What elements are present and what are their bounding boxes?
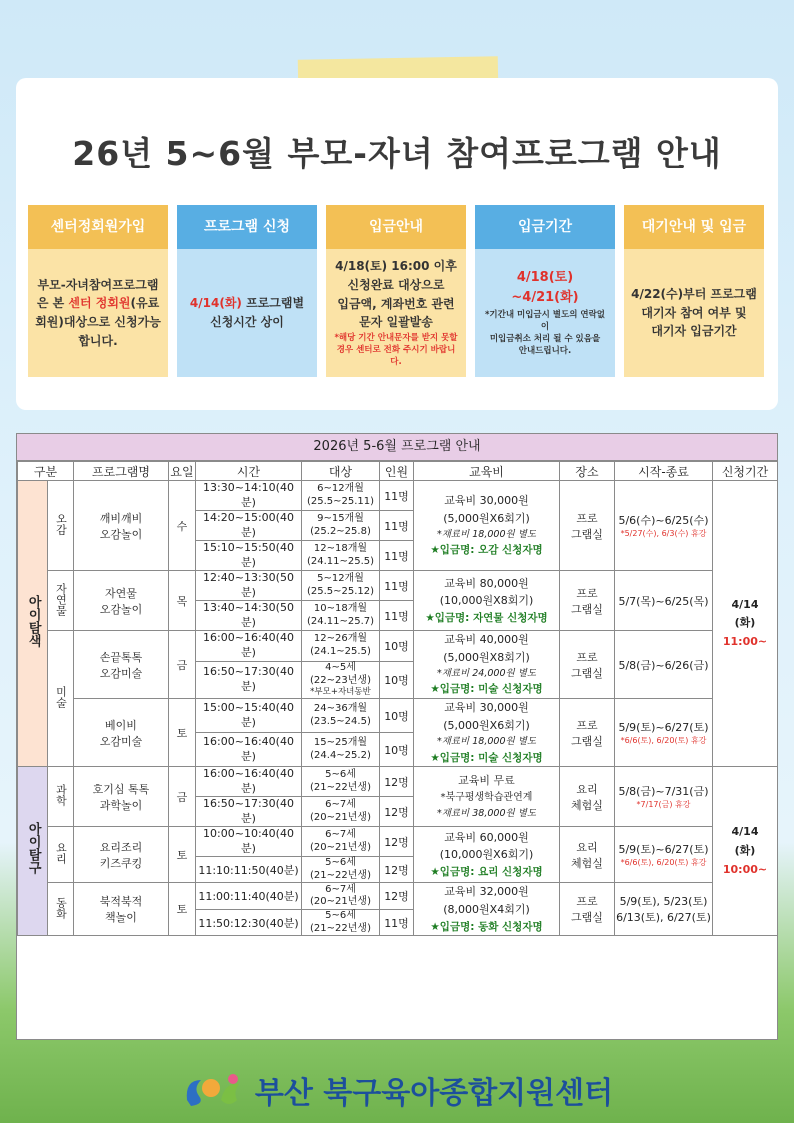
category-cell: 아이탐구 xyxy=(18,767,48,936)
step-body: 부모-자녀참여프로그램 은 본 센터 정회원(유료 회원)대상으로 신청가능 합니다. xyxy=(28,249,168,377)
table-row: 아이탐구 과학 호기심 톡톡 과학놀이 금 16:00~16:40(40분) 5~6세 (21~22년생) 12명 교육비 무료 *북구평생학습관연계 *재료비 38,000원 별도 요리 체험실 5/8(금)~7/31(금) *7/17(금) 휴강 4/14 (화) 10:00~ xyxy=(18,767,778,797)
table-row: 14:20~15:00(40분) 9~15개월 (25.2~25.8) 11명 xyxy=(18,511,778,541)
step-payment-period xyxy=(475,205,615,377)
table-row: 11:50:12:30(40분) 5~6세 (21~22년생) 11명 xyxy=(18,909,778,936)
step-waitlist xyxy=(624,205,764,377)
table-row: 11:10:11:50(40분) 5~6세 (21~22년생) 12명 xyxy=(18,857,778,883)
step-payment-info xyxy=(326,205,466,377)
table-header-row: 구분 프로그램명 요일 시간 대상 인원 교육비 장소 시작-종료 신청기간 xyxy=(18,462,778,481)
step-header: 프로그램 신청 xyxy=(177,205,317,249)
center-name: 부산 북구육아종합지원센터 xyxy=(254,1076,614,1111)
table-row: 미술 손끝톡톡 오감미술 금 16:00~16:40(40분) 12~26개월 (24.1~25.5) 10명 교육비 40,000원 (5,000원X8회기) *재료비 24,000원 별도 ★입금명: 미술 신청자명 프로 그램실 5/8(금)~6/26(금) xyxy=(18,631,778,662)
table-row: 자연물 자연물 오감놀이 목 12:40~13:30(50분) 5~12개월 (25.5~25.12) 11명 교육비 80,000원 (10,000원X8회기) ★입금명: 자연물 신청자명 프로 그램실 5/7(목)~6/25(목) xyxy=(18,571,778,601)
footer xyxy=(0,1068,794,1112)
step-header: 대기안내 및 입금 xyxy=(624,205,764,249)
category-cell: 아이탐색 xyxy=(18,481,48,767)
table-row: 동화 북적북적 책놀이 토 11:00:11:40(40분) 6~7세 (20~21년생) 12명 교육비 32,000원 (8,000원X4회기) ★입금명: 동화 신청자명 프로 그램실 5/9(토), 5/23(토) 6/13(토), 6/27(토) xyxy=(18,883,778,909)
page-title: 26년 5~6월 부모-자녀 참여프로그램 안내 xyxy=(72,134,722,173)
apply-period-2: 4/14 (화) 10:00~ xyxy=(713,767,778,936)
table-row: 15:10~15:50(40분) 12~18개월 (24.11~25.5) 11명 xyxy=(18,541,778,571)
step-body: 4/22(수)부터 프로그램 대기자 참여 여부 및 대기자 입금기간 xyxy=(624,249,764,377)
table-row: 16:50~17:30(40분) 4~5세 (22~23년생) *부모+자녀동반 10명 xyxy=(18,661,778,698)
table-title: 2026년 5-6월 프로그램 안내 xyxy=(17,434,777,461)
center-logo-icon xyxy=(181,1070,245,1110)
program-table xyxy=(16,433,778,1040)
table-row: 베이비 오감미술 토 15:00~15:40(40분) 24~36개월 (23.5~24.5) 10명 교육비 30,000원 (5,000원X6회기) *재료비 18,000원 별도 ★입금명: 미술 신청자명 프로 그램실 5/9(토)~6/27(토) *6/6(토), 6/20(토) 휴강 xyxy=(18,699,778,733)
step-body: 4/18(토) ~4/21(화) *기간내 미입금시 별도의 연락없이 미입금취소 처리 될 수 있음을 안내드립니다. xyxy=(475,249,615,377)
step-body: 4/14(화) 프로그램별 신청시간 상이 xyxy=(177,249,317,377)
step-apply xyxy=(177,205,317,377)
table-row: 13:40~14:30(50분) 10~18개월 (24.11~25.7) 11명 xyxy=(18,601,778,631)
table-row: 16:50~17:30(40분) 6~7세 (20~21년생) 12명 xyxy=(18,797,778,827)
table-row: 아이탐색 오감 깨비깨비 오감놀이 수 13:30~14:10(40분) 6~12개월 (25.5~25.11) 11명 교육비 30,000원 (5,000원X6회기) *재료비 18,000원 별도 ★입금명: 오감 신청자명 프로 그램실 5/6(수)~6/25(수) *5/27(수), 6/3(수) 휴강 4/14 (화) 11:00~ xyxy=(18,481,778,511)
apply-period-1: 4/14 (화) 11:00~ xyxy=(713,481,778,767)
step-header: 입금기간 xyxy=(475,205,615,249)
step-header: 입금안내 xyxy=(326,205,466,249)
step-membership xyxy=(28,205,168,377)
table-row: 요리 요리조리 키즈쿠킹 토 10:00~10:40(40분) 6~7세 (20~21년생) 12명 교육비 60,000원 (10,000원X6회기) ★입금명: 요리 신청자명 요리 체험실 5/9(토)~6/27(토) *6/6(토), 6/20(토) 휴강 xyxy=(18,827,778,857)
step-header: 센터정회원가입 xyxy=(28,205,168,249)
step-body: 4/18(토) 16:00 이후 신청완료 대상으로 입금액, 계좌번호 관련 문자 일괄발송 *해당 기간 안내문자를 받지 못할 경우 센터로 전화 주시기 바랍니다. xyxy=(326,249,466,377)
table-row: 16:00~16:40(40분) 15~25개월 (24.4~25.2) 10명 xyxy=(18,733,778,767)
